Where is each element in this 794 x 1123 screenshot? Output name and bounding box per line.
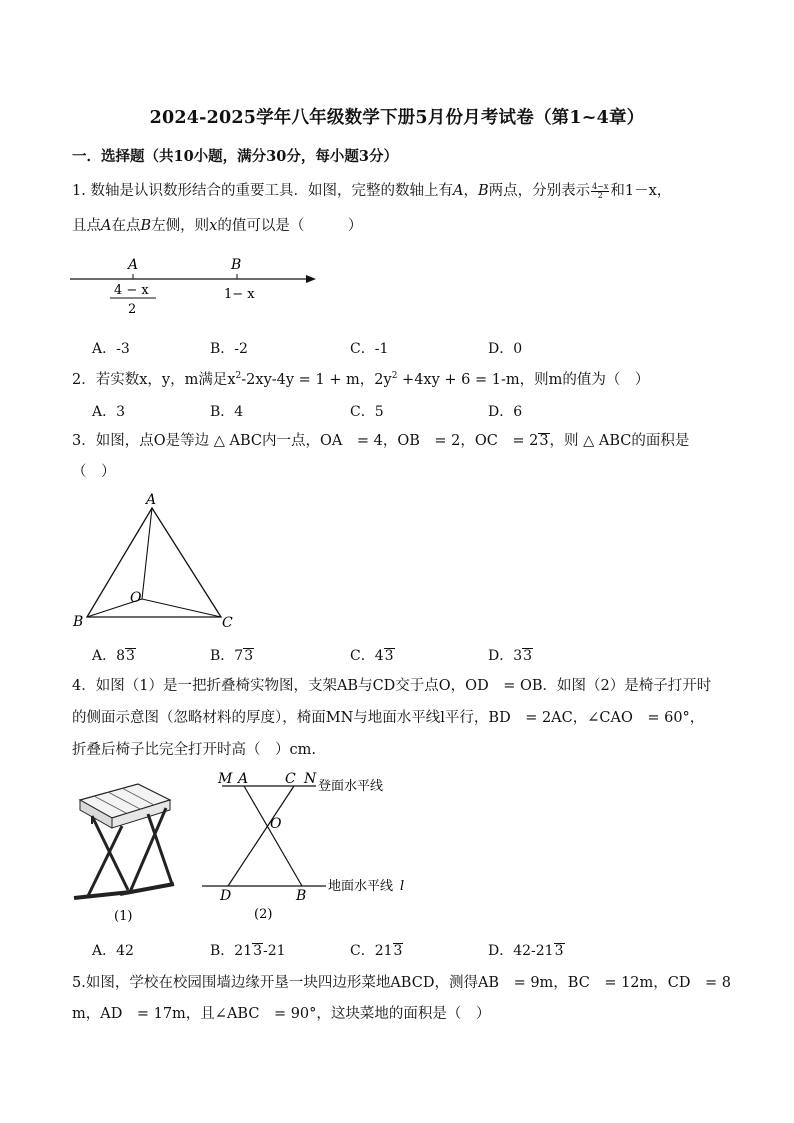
q1-line1: 1. 数轴是认识数形结合的重要工具．如图，完整的数轴上有A，B两点，分别表示 $\frac{4-x}{2}$ 和1－x， [72, 181, 672, 200]
q4-option-b[interactable]: B．213-21 [210, 943, 286, 959]
fig-label-b: B [231, 257, 242, 273]
fig2-label-n: N [304, 771, 317, 787]
fig-label-a: A [128, 257, 139, 273]
q3-option-c[interactable]: C．43 [350, 648, 394, 664]
q3-line2: （ ） [72, 464, 116, 480]
fig1-caption: (1) [114, 909, 133, 923]
q4-chair-schematic-figure [196, 766, 436, 926]
q1-line2: 且点A在点B左侧，则x的值可以是（ ） [72, 218, 363, 234]
fig2-label-a: A [238, 771, 249, 787]
fig-label-b: B [73, 614, 84, 630]
q2-option-b[interactable]: B．4 [210, 404, 244, 420]
q2-option-a[interactable]: A．3 [92, 404, 126, 420]
q4-chair-photo-figure [70, 778, 190, 923]
q4-option-d[interactable]: D．42-213 [488, 943, 564, 959]
q3-option-d[interactable]: D．33 [488, 648, 533, 664]
fig-label-1mx: 1− x [224, 287, 255, 302]
q1-option-d[interactable]: D．0 [488, 341, 523, 357]
q4-option-c[interactable]: C．213 [350, 943, 403, 959]
q4-option-a[interactable]: A．42 [92, 943, 134, 959]
page-title: 2024-2025学年八年级数学下册5月份月考试卷（第1~4章） [149, 108, 645, 128]
fig-frac-num: 4 − x [114, 283, 149, 298]
q3-option-a[interactable]: A．83 [92, 648, 135, 664]
fig-frac-den: 2 [128, 302, 137, 317]
q3-option-b[interactable]: B．73 [210, 648, 254, 664]
q1-option-c[interactable]: C．-1 [350, 341, 389, 357]
q4-line2: 的侧面示意图（忽略材料的厚度），椅面MN与地面水平线l平行，BD = 2AC，∠CAO = 60°， [72, 710, 705, 726]
q4-line1: 4．如图（1）是一把折叠椅实物图，支架AB与CD交于点O，OD = OB．如图（2）是椅子打开时 [72, 678, 712, 694]
q1-option-b[interactable]: B．-2 [210, 341, 248, 357]
section-heading: 一．选择题（共10小题，满分30分，每小题3分） [72, 148, 398, 165]
fig2-label-d: D [220, 888, 232, 904]
ground-l-label: l [400, 879, 405, 894]
q4-line3: 折叠后椅子比完全打开时高（ ）cm. [72, 742, 316, 758]
fig2-label-m: M [218, 771, 233, 787]
q2-line1: 2．若实数x，y，m满足$x^2-2xy-4y = 1 + m$，$2y^2 +4xy + 6 = 1-m$，则m的值为（ ） [72, 371, 650, 388]
fig2-label-b: B [296, 888, 307, 904]
fig2-label-c: C [285, 771, 296, 787]
seat-line-label: 登面水平线 [318, 779, 384, 794]
q1-number-line-figure [66, 252, 326, 322]
ground-line-label: 地面水平线 [328, 879, 394, 894]
q3-triangle-figure [70, 490, 240, 630]
q1-option-a[interactable]: A．-3 [92, 341, 130, 357]
fig-label-c: C [222, 615, 233, 630]
fig-label-o: O [130, 590, 142, 606]
fig2-label-o: O [270, 816, 282, 832]
q5-line2: m，AD = 17m，且∠ABC = 90°，这块菜地的面积是（ ） [72, 1006, 491, 1022]
q1-fraction: $\frac{4-x}{2}$ [592, 181, 609, 200]
fig2-caption: (2) [254, 907, 273, 922]
q5-line1: 5.如图，学校在校园围墙边缘开垦一块四边形菜地ABCD，测得AB = 9m，BC = 12m，CD = 8 [72, 975, 731, 991]
sqrt-symbol: 3 [539, 433, 549, 449]
q3-line1: 3．如图，点O是等边 △ ABC内一点，OA = 4，OB = 2，OC = 23，则 △ ABC的面积是 [72, 433, 690, 449]
q2-option-c[interactable]: C．5 [350, 404, 384, 420]
arrow-head [306, 275, 316, 283]
q2-option-d[interactable]: D．6 [488, 404, 523, 420]
fig-label-a: A [146, 492, 157, 508]
